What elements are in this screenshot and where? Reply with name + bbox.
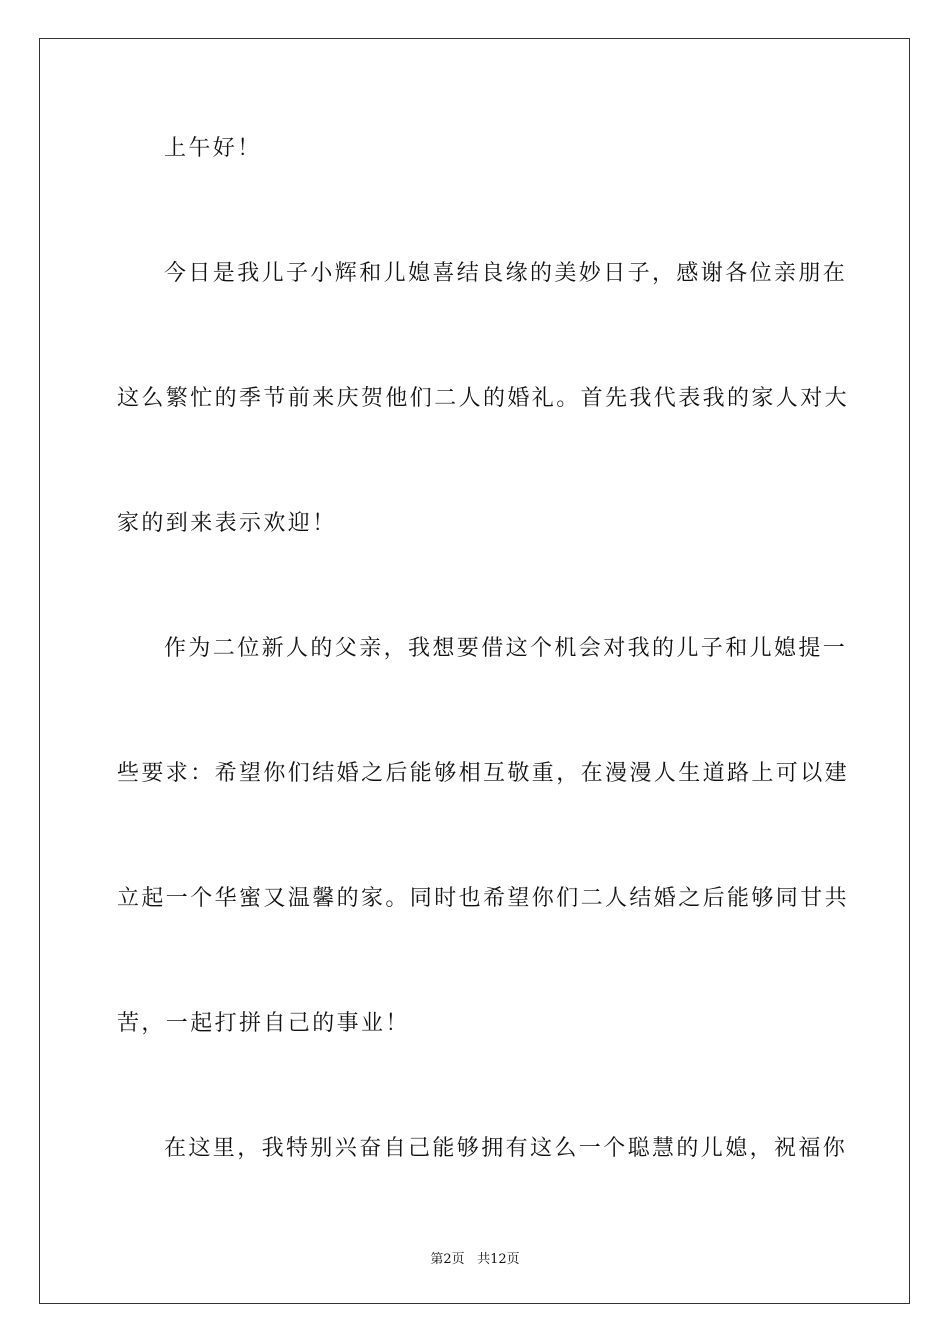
paragraph-line: 些要求：希望你们结婚之后能够相互敬重，在漫漫人生道路上可以建 [117, 761, 850, 786]
page-total: 共12页 [477, 1252, 520, 1267]
paragraph-line: 苦，一起打拼自己的事业！ [117, 1011, 410, 1036]
paragraph-line: 立起一个华蜜又温馨的家。同时也希望你们二人结婚之后能够同甘共 [117, 886, 850, 911]
paragraph-line: 家的到来表示欢迎！ [117, 511, 337, 536]
paragraph-line: 作为二位新人的父亲，我想要借这个机会对我的儿子和儿媳提一 [164, 636, 848, 661]
page-footer [0, 1248, 950, 1267]
paragraph-line: 在这里，我特别兴奋自己能够拥有这么一个聪慧的儿媳，祝福你 [164, 1136, 848, 1161]
page-number: 第2页 [430, 1252, 465, 1267]
paragraph-greeting: 上午好！ [164, 136, 262, 161]
paragraph-line: 今日是我儿子小辉和儿媳喜结良缘的美妙日子，感谢各位亲朋在 [164, 261, 848, 286]
page-border [39, 38, 910, 1304]
paragraph-line: 这么繁忙的季节前来庆贺他们二人的婚礼。首先我代表我的家人对大 [117, 386, 850, 411]
